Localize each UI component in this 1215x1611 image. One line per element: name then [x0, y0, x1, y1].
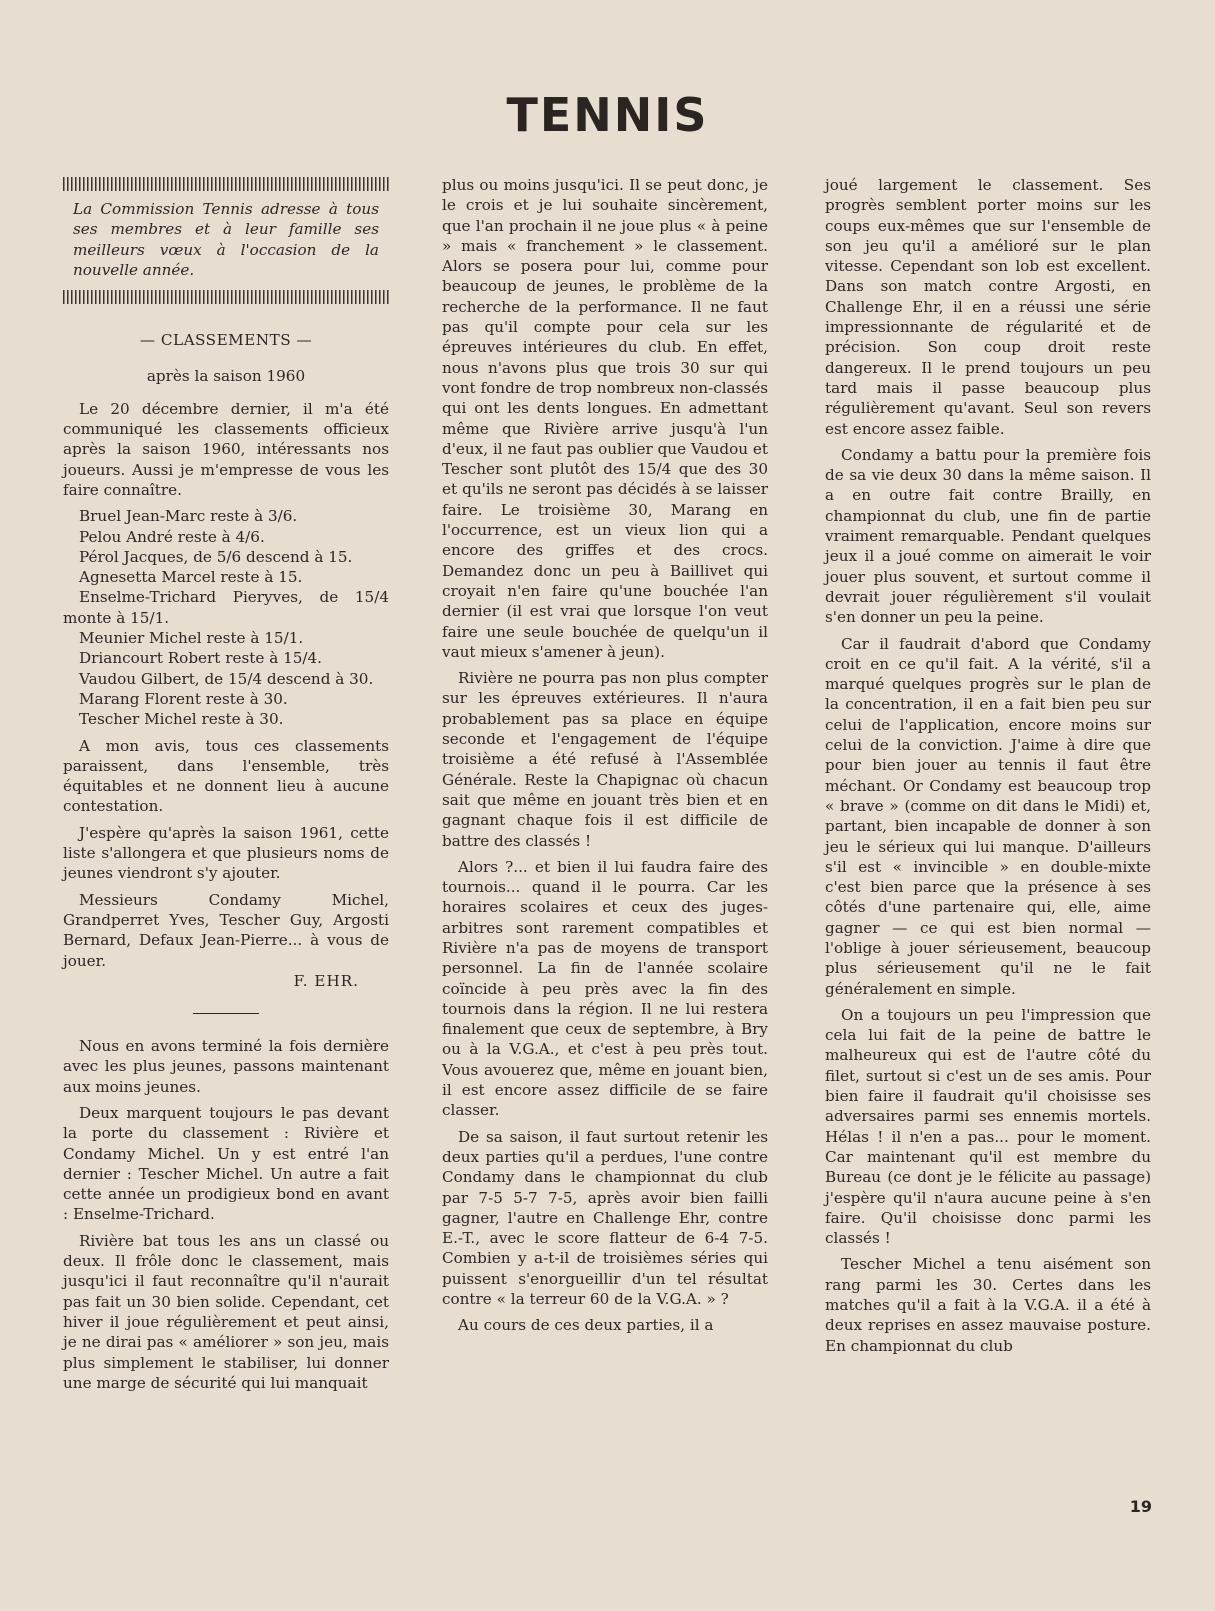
- paragraph: Messieurs Condamy Michel, Grandperret Yves, Tescher Guy, Argosti Bernard, Defaux Jean-Pierre... à vous de jouer.: [63, 890, 389, 970]
- column-2: [442, 175, 768, 1342]
- paragraph: Au cours de ces deux parties, il a: [458, 1316, 714, 1335]
- page-title: TENNIS: [506, 88, 709, 142]
- section-heading: — CLASSEMENTS —: [139, 331, 313, 350]
- ranking-item: Driancourt Robert reste à 15/4.: [79, 649, 323, 668]
- paragraph: On a toujours un peu l'impression que cela lui fait de la peine de battre le malheureux qui est de l'autre côté du filet, surtout si c'est un de ses amis. Pour bien faire il faudrait qu'il choisisse ses adversaires parmi ses ennemis mortels. Hélas ! il n'en a pas... pour le moment. Car maintenant qu'il est membre du Bureau (ce dont je le félicite au passage) j'espère qu'il n'aura aucune peine à s'en faire. Qu'il choisisse donc parmi les classés !: [825, 1005, 1151, 1248]
- ranking-item: Vaudou Gilbert, de 15/4 descend à 30.: [79, 669, 374, 688]
- ranking-item: Tescher Michel reste à 30.: [79, 710, 284, 729]
- ranking-item: Pelou André reste à 4/6.: [79, 527, 265, 546]
- column-1: [63, 175, 389, 1399]
- page-number: 19: [1129, 1497, 1152, 1516]
- paragraph: Le 20 décembre dernier, il m'a été communiqué les classements officieux après la saison 1960, intéressants nos joueurs. Aussi je m'empresse de vous les faire connaître.: [63, 399, 389, 499]
- paragraph: Car il faudrait d'abord que Condamy croit en ce qu'il fait. A la vérité, s'il a marqué quelques progrès sur le plan de la concentration, il en a fait bien peu sur celui de l'application, encore moins sur celui de la conviction. J'aime à dire que pour bien jouer au tennis il faut être méchant. Or Condamy est beaucoup trop « brave » (comme on dit dans le Midi) et, partant, bien incapable de donner à son jeu le sérieux qui lui manque. D'ailleurs s'il est « invincible » en double-mixte c'est bien parce que la présence à ses côtés d'une partenaire qui, elle, aime gagner — ce qui est bien normal — l'oblige à jouer sérieusement, beaucoup plus sérieusement qu'il ne le fait généralement en simple.: [825, 634, 1151, 998]
- paragraph: Alors ?... et bien il lui faudra faire des tournois... quand il le pourra. Car les horaires scolaires et ceux des juges-arbitres sont rarement compatibles et Rivière n'a pas de moyens de transport personnel. La fin de l'année scolaire coïncide à peu près avec la fin des tournois dans la région. Il ne lui restera finalement que ceux de septembre, à Bry ou à la V.G.A., et c'est à peu près tout. Vous avouerez que, même en jouant bien, il est encore assez difficile de se faire classer.: [442, 857, 768, 1120]
- paragraph: Condamy a battu pour la première fois de sa vie deux 30 dans la même saison. Il a en outre fait contre Brailly, en championnat du club, une fin de partie vraiment remarquable. Pendant quelques jeux il a joué comme on aimerait le voir jouer plus souvent, et surtout comme il devrait jouer régulièrement s'il voulait s'en donner un peu la peine.: [825, 445, 1151, 627]
- decorative-rule-top: [63, 177, 389, 191]
- paragraph: Rivière bat tous les ans un classé ou deux. Il frôle donc le classement, mais jusqu'ici il faut reconnaître qu'il n'aurait pas fait un 30 bien solide. Cependant, cet hiver il joue régulièrement et peut ainsi, je ne dirai pas « améliorer » son jeu, mais plus simplement le stabiliser, lui donner une marge de sécurité qui lui manquait: [63, 1231, 389, 1392]
- new-year-notice: [63, 199, 389, 280]
- ranking-item: Meunier Michel reste à 15/1.: [79, 629, 304, 648]
- ranking-item: Agnesetta Marcel reste à 15.: [79, 568, 303, 587]
- paragraph: Rivière ne pourra pas non plus compter sur les épreuves extérieures. Il n'aura probablement pas sa place en équipe seconde et l'engagement de l'équipe troisième a été refusé à l'Assemblée Générale. Reste la Chapignac où chacun sait que même en jouant très bien et en gagnant chaque fois il est difficile de battre des classés !: [442, 669, 768, 850]
- paragraph: A mon avis, tous ces classements paraissent, dans l'ensemble, très équitables et ne donnent lieu à aucune contestation.: [63, 736, 389, 816]
- notice-text: La Commission Tennis adresse à tous ses membres et à leur famille ses meilleurs vœux à l'occasion de la nouvelle année.: [73, 200, 379, 279]
- ranking-item: Enselme-Trichard Pieryves, de 15/4 monte à 15/1.: [63, 588, 389, 627]
- decorative-rule-bottom: [63, 290, 389, 304]
- paragraph: plus ou moins jusqu'ici. Il se peut donc, je le crois et je lui souhaite sincèrement, que l'an prochain il ne joue plus « à peine » mais « franchement » le classement. Alors se posera pour lui, comme pour beaucoup de jeunes, le problème de la recherche de la performance. Il ne faut pas qu'il compte pour cela sur les épreuves intérieures du club. En effet, nous n'avons plus que trois 30 sur qui vont fondre de trop nombreux non-classés qui ont les dents longues. En admettant même que Rivière arrive jusqu'à l'un d'eux, il ne faut pas oublier que Vaudou et Tescher sont plutôt des 15/4 que des 30 et qu'ils ne seront pas décidés à se laisser faire. Le troisième 30, Marang en l'occurrence, est un vieux lion qui a encore des griffes et des crocs. Demandez donc un peu à Baillivet qui croyait n'en faire qu'une bouchée l'an dernier (il est vrai que lorsque l'on veut faire une seule bouchée de quelqu'un il vaut mieux s'amener à jeun).: [442, 176, 768, 661]
- paragraph: J'espère qu'après la saison 1961, cette liste s'allongera et que plusieurs noms de jeunes viendront s'y ajouter.: [63, 823, 389, 883]
- column-3: [825, 175, 1151, 1362]
- ranking-item: Marang Florent reste à 30.: [79, 689, 288, 708]
- paragraph: joué largement le classement. Ses progrès semblent porter moins sur les coups eux-mêmes que sur l'ensemble de son jeu qu'il a amélioré sur le plan vitesse. Cependant son lob est excellent. Dans son match contre Argosti, en Challenge Ehr, il en a réussi une série impressionnante de régularité et de précision. Son coup droit reste dangereux. Il le prend toujours un peu tard mais il passe beaucoup plus régulièrement qu'avant. Seul son revers est encore assez faible.: [825, 176, 1151, 438]
- paragraph: De sa saison, il faut surtout retenir les deux parties qu'il a perdues, l'une contre Condamy dans le championnat du club par 7-5 5-7 7-5, après avoir bien failli gagner, l'autre en Challenge Ehr, contre E.-T., avec le score flatteur de 6-4 7-5. Combien y a-t-il de troisièmes séries qui puissent s'enorgueillir d'un tel résultat contre « la terreur 60 de la V.G.A. » ?: [442, 1127, 768, 1309]
- ranking-item: Pérol Jacques, de 5/6 descend à 15.: [79, 547, 353, 566]
- section-subheading: après la saison 1960: [146, 367, 306, 386]
- section-divider: [193, 1013, 259, 1014]
- paragraph: Tescher Michel a tenu aisément son rang parmi les 30. Certes dans les matches qu'il a fait à la V.G.A. il a été à deux reprises en assez mauvaise posture. En championnat du club: [825, 1255, 1151, 1355]
- ranking-item: Bruel Jean-Marc reste à 3/6.: [79, 507, 298, 526]
- paragraph: Nous en avons terminé la fois dernière avec les plus jeunes, passons maintenant aux moins jeunes.: [63, 1037, 389, 1096]
- signature: F. EHR.: [293, 971, 359, 990]
- paragraph: Deux marquent toujours le pas devant la porte du classement : Rivière et Condamy Michel. Un y est entré l'an dernier : Tescher Michel. Un autre a fait cette année un prodigieux bond en avant : Enselme-Trichard.: [63, 1103, 389, 1224]
